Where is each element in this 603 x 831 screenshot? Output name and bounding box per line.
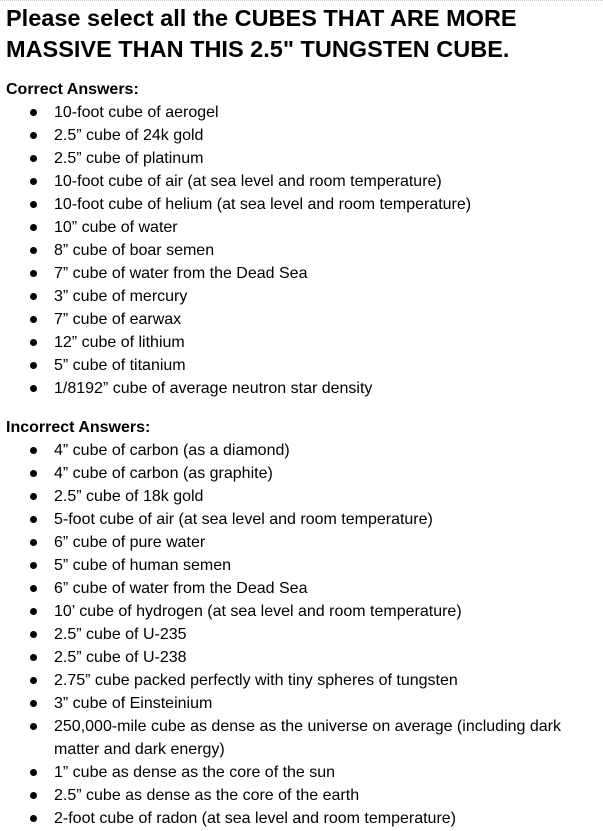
bullet-icon xyxy=(30,723,37,730)
list-item xyxy=(6,577,603,600)
bullet-icon xyxy=(30,493,37,500)
list-item xyxy=(6,331,603,354)
list-item xyxy=(6,462,603,485)
bullet-icon xyxy=(30,155,37,162)
list-item xyxy=(6,262,603,285)
list-item-text: 5-foot cube of air (at sea level and room temperature) xyxy=(54,511,433,528)
list-item xyxy=(6,784,603,807)
list-item xyxy=(6,692,603,715)
list-item-text: 2.75” cube packed perfectly with tiny spheres of tungsten xyxy=(54,672,458,689)
bullet-icon xyxy=(30,447,37,454)
list-item-text: 6” cube of pure water xyxy=(54,534,206,551)
list-item xyxy=(6,124,603,147)
list-item-text: 10-foot cube of helium (at sea level and room temperature) xyxy=(54,196,472,213)
bullet-icon xyxy=(30,316,37,323)
bullet-icon xyxy=(30,516,37,523)
bullet-icon xyxy=(30,608,37,615)
correct-answers-list xyxy=(6,101,603,400)
bullet-icon xyxy=(30,700,37,707)
list-item-text: 1” cube as dense as the core of the sun xyxy=(54,764,336,781)
bullet-icon xyxy=(30,178,37,185)
list-item-text: 4” cube of carbon (as graphite) xyxy=(54,465,273,482)
list-item-text: 4” cube of carbon (as a diamond) xyxy=(54,442,290,459)
bullet-icon xyxy=(30,132,37,139)
bullet-icon xyxy=(30,201,37,208)
bullet-icon xyxy=(30,293,37,300)
list-item-text: 2-foot cube of radon (at sea level and room temperature) xyxy=(54,810,456,827)
bullet-icon xyxy=(30,585,37,592)
bullet-icon xyxy=(30,339,37,346)
list-item xyxy=(6,439,603,462)
list-item xyxy=(6,377,603,400)
list-item xyxy=(6,600,603,623)
bullet-icon xyxy=(30,109,37,116)
list-item-text: 10-foot cube of aerogel xyxy=(54,104,219,121)
list-item xyxy=(6,216,603,239)
list-item xyxy=(6,761,603,784)
correct-answers-heading: Correct Answers: xyxy=(6,81,139,98)
bullet-icon xyxy=(30,362,37,369)
bullet-icon xyxy=(30,247,37,254)
list-item-text: 2.5” cube of platinum xyxy=(54,150,204,167)
list-item xyxy=(6,239,603,262)
correct-answers-section xyxy=(6,78,603,400)
bullet-icon xyxy=(30,792,37,799)
bullet-icon xyxy=(30,224,37,231)
list-item xyxy=(6,807,603,830)
list-item xyxy=(6,508,603,531)
bullet-icon xyxy=(30,539,37,546)
list-item xyxy=(6,669,603,692)
bullet-icon xyxy=(30,562,37,569)
incorrect-answers-list xyxy=(6,439,603,830)
list-item-text: 5” cube of human semen xyxy=(54,557,231,574)
list-item xyxy=(6,715,603,761)
bullet-icon xyxy=(30,677,37,684)
list-item xyxy=(6,170,603,193)
list-item xyxy=(6,308,603,331)
bullet-icon xyxy=(30,769,37,776)
list-item xyxy=(6,193,603,216)
page-title: Please select all the CUBES THAT ARE MORE MASSIVE THAN THIS 2.5" TUNGSTEN CUBE. xyxy=(6,5,517,62)
bullet-icon xyxy=(30,385,37,392)
list-item-text: 250,000-mile cube as dense as the universe on average (including dark matter and dark energy) xyxy=(54,718,561,758)
bullet-icon xyxy=(30,815,37,822)
list-item-text: 2.5” cube of U-235 xyxy=(54,626,187,643)
bullet-icon xyxy=(30,270,37,277)
list-item-text: 10” cube of water xyxy=(54,219,178,236)
list-item-text: 8” cube of boar semen xyxy=(54,242,215,259)
list-item-text: 10’ cube of hydrogen (at sea level and room temperature) xyxy=(54,603,462,620)
incorrect-answers-heading: Incorrect Answers: xyxy=(6,419,151,436)
list-item-text: 5” cube of titanium xyxy=(54,357,186,374)
list-item-text: 2.5” cube of U-238 xyxy=(54,649,187,666)
list-item xyxy=(6,285,603,308)
list-item-text: 1/8192” cube of average neutron star density xyxy=(54,380,373,397)
list-item xyxy=(6,646,603,669)
bullet-icon xyxy=(30,631,37,638)
bullet-icon xyxy=(30,654,37,661)
list-item xyxy=(6,354,603,377)
bullet-icon xyxy=(30,470,37,477)
incorrect-answers-section xyxy=(6,416,603,830)
list-item-text: 3” cube of mercury xyxy=(54,288,188,305)
list-item xyxy=(6,101,603,124)
list-item-text: 2.5” cube of 18k gold xyxy=(54,488,204,505)
list-item xyxy=(6,554,603,577)
list-item-text: 12” cube of lithium xyxy=(54,334,185,351)
list-item xyxy=(6,531,603,554)
page-top-border xyxy=(0,0,603,1)
document-page xyxy=(6,3,603,830)
list-item-text: 10-foot cube of air (at sea level and room temperature) xyxy=(54,173,442,190)
list-item-text: 6” cube of water from the Dead Sea xyxy=(54,580,308,597)
list-item xyxy=(6,485,603,508)
list-item xyxy=(6,147,603,170)
list-item-text: 7” cube of earwax xyxy=(54,311,182,328)
list-item-text: 2.5” cube as dense as the core of the earth xyxy=(54,787,360,804)
list-item-text: 3” cube of Einsteinium xyxy=(54,695,213,712)
list-item-text: 7” cube of water from the Dead Sea xyxy=(54,265,308,282)
list-item-text: 2.5” cube of 24k gold xyxy=(54,127,204,144)
list-item xyxy=(6,623,603,646)
